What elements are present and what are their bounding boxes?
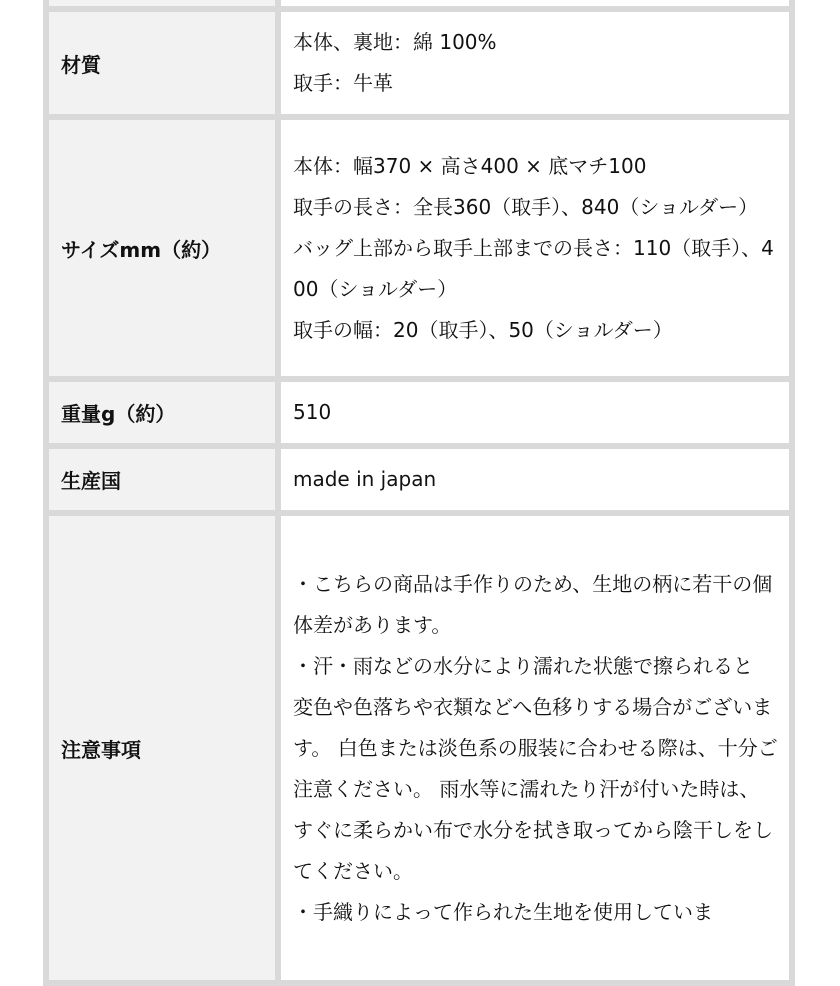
- spec-value-line: 取手の幅：20（取手）、50（ショルダー）: [293, 317, 673, 342]
- product-spec-table: [43, 0, 795, 986]
- spec-value-line: 本体：幅370 × 高さ400 × 底マチ100: [293, 153, 647, 178]
- spec-row-size: [46, 117, 792, 379]
- spec-value-line: ・汗・雨などの水分により濡れた状態で擦られると 変色や色落ちや衣類などへ色移りする場合がございます。 白色または淡色系の服装に合わせる際は、十分ご注意ください。 雨水等に濡れたり汗が付いた時は、すぐに柔らかい布で水分を拭き取ってから陰干しをしてください。: [293, 653, 778, 883]
- spec-value-material: [278, 9, 792, 117]
- spec-label-size: サイズmm（約）: [46, 117, 278, 379]
- spec-label-notes: 注意事項: [46, 513, 278, 983]
- spec-value-weight: [278, 379, 792, 446]
- spec-value-line: 510: [293, 400, 332, 424]
- spec-row-origin: [46, 446, 792, 513]
- spec-value: [278, 0, 792, 9]
- spec-value-line: ・こちらの商品は手作りのため、生地の柄に若干の個体差があります。: [293, 571, 773, 637]
- spec-row-notes: [46, 513, 792, 983]
- spec-row-material: [46, 9, 792, 117]
- spec-value-line: 取手：牛革: [293, 71, 393, 95]
- spec-label-weight: 重量g（約）: [46, 379, 278, 446]
- spec-value-line: 取手の長さ：全長360（取手）、840（ショルダー）: [293, 194, 759, 219]
- spec-value-line: ・手織りによって作られた生地を使用していま: [293, 899, 713, 924]
- spec-value-line: made in japan: [293, 467, 437, 491]
- spec-row-weight: [46, 379, 792, 446]
- spec-value-line: 本体、裏地：綿 100%: [293, 30, 497, 54]
- spec-label-origin: 生産国: [46, 446, 278, 513]
- spec-label-material: 材質: [46, 9, 278, 117]
- spec-row-top-partial: [46, 0, 792, 9]
- spec-label: [46, 0, 278, 9]
- spec-value-line: バッグ上部から取手上部までの長さ：110（取手）、400（ショルダー）: [293, 235, 774, 301]
- spec-value-origin: [278, 446, 792, 513]
- spec-value-size: [278, 117, 792, 379]
- spec-value-notes: [278, 513, 792, 983]
